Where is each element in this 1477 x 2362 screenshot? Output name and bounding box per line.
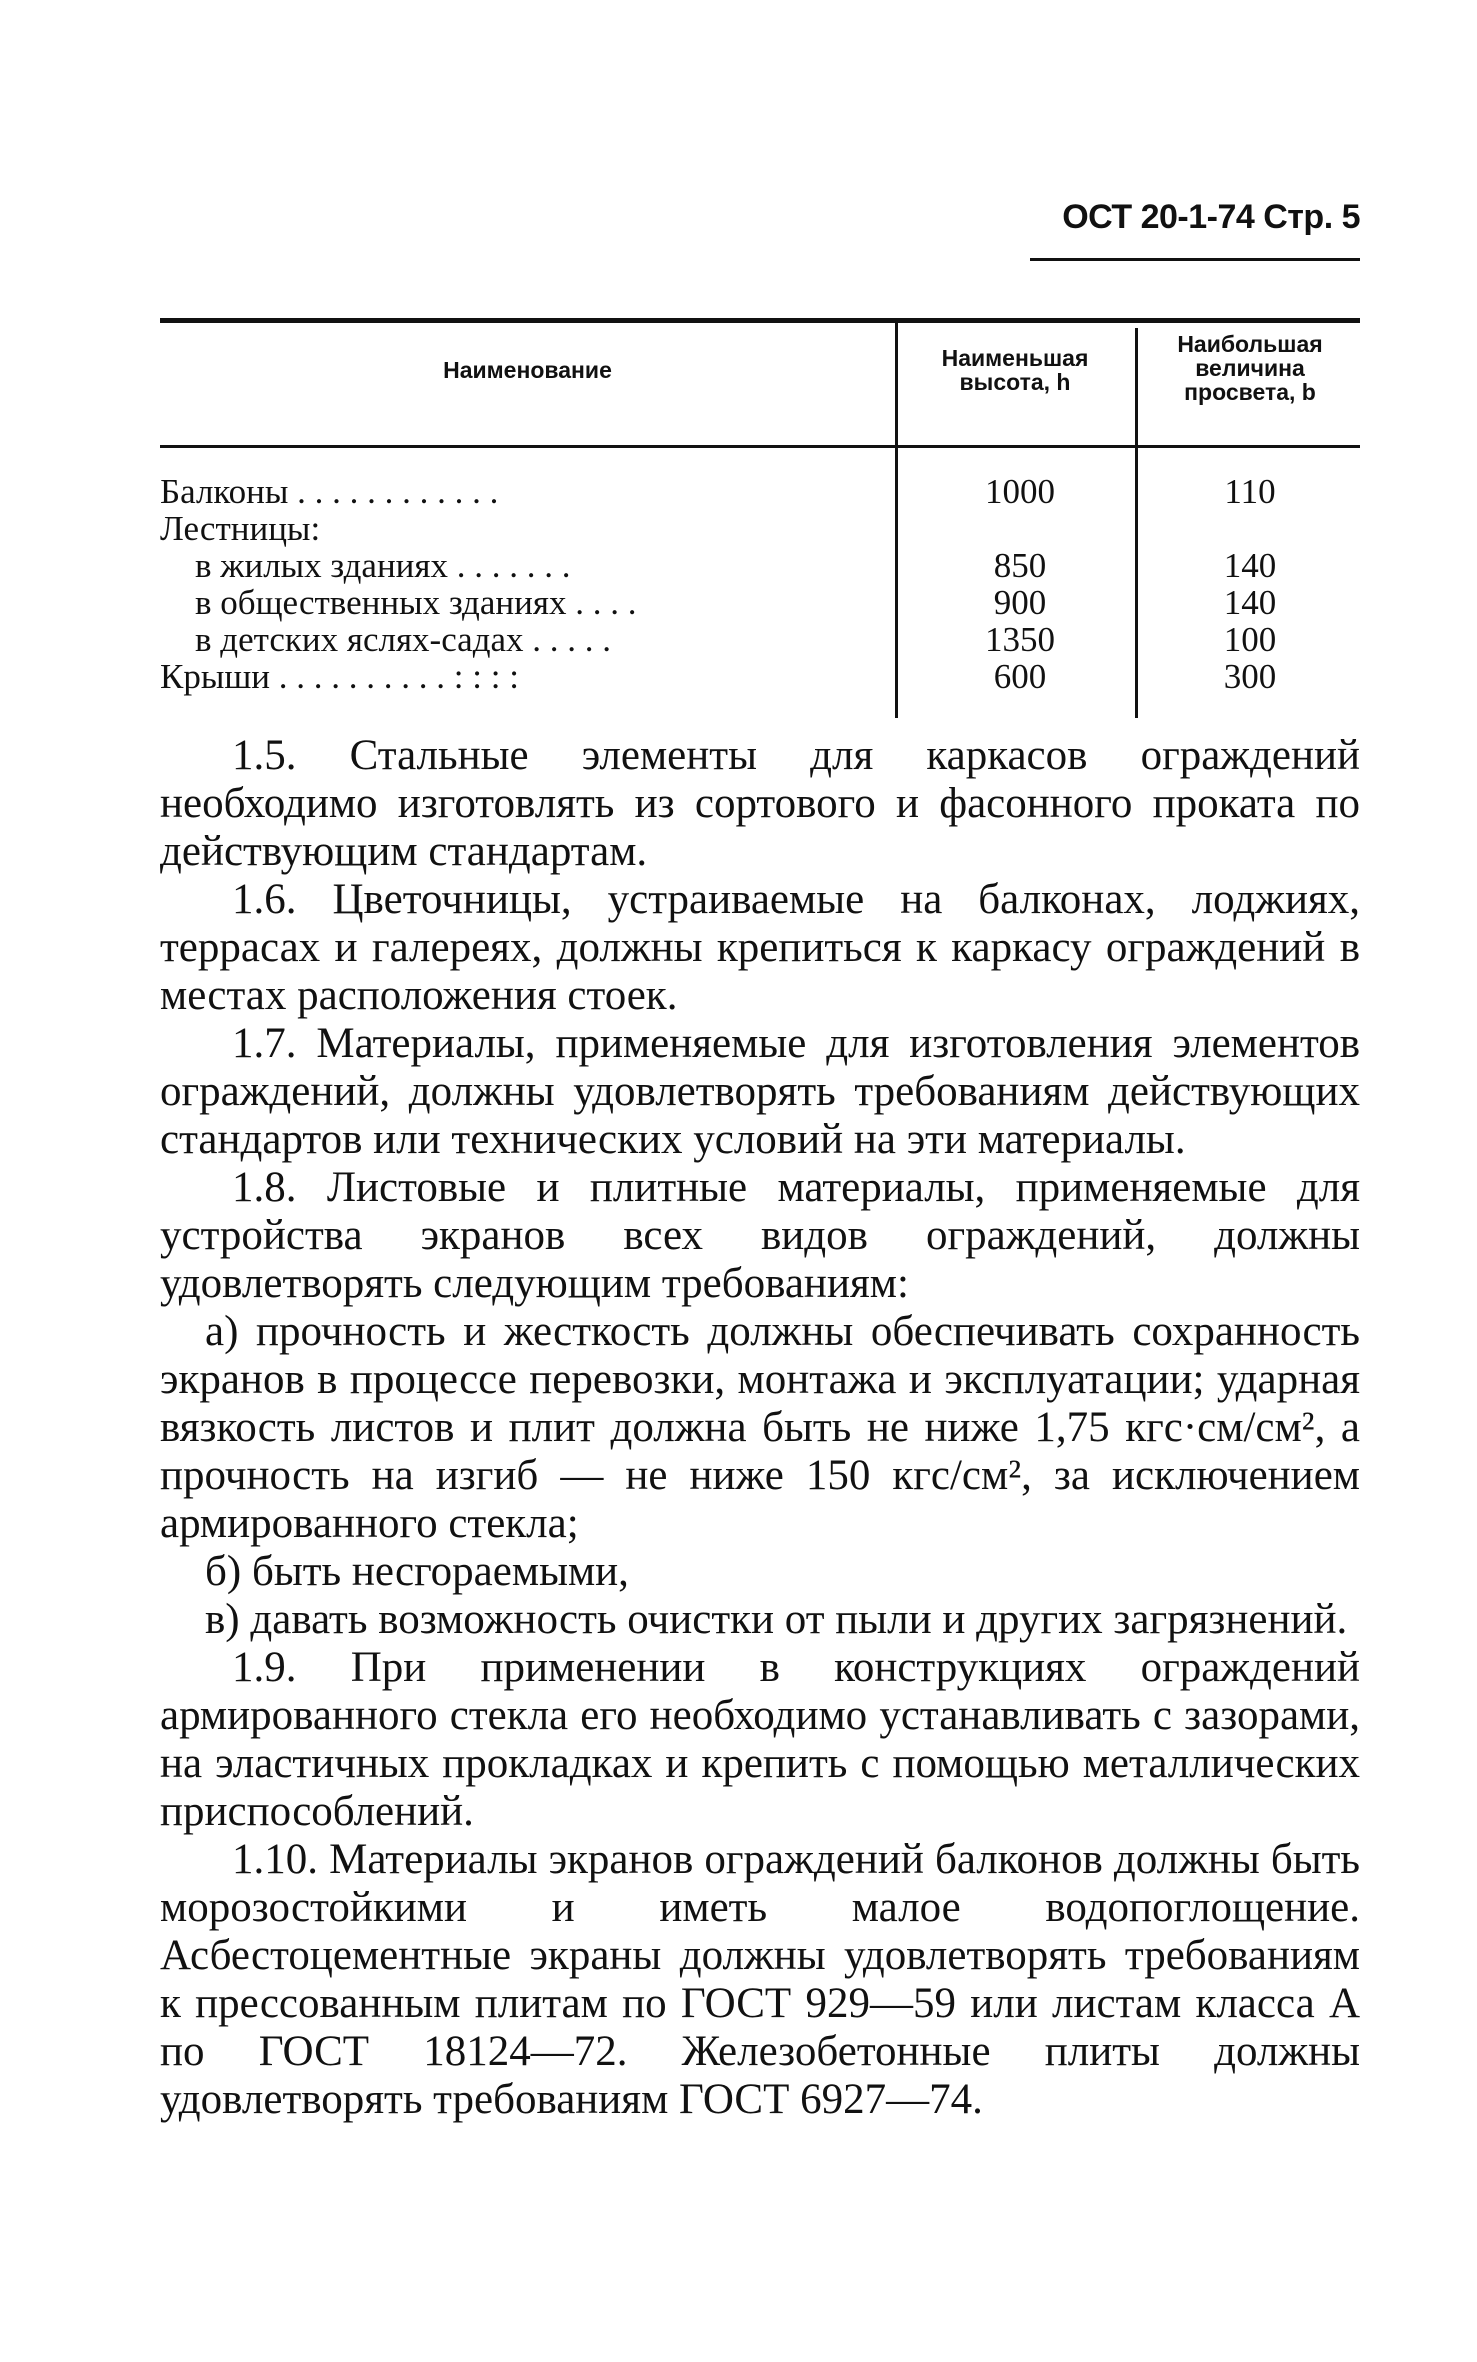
row-name: Лестницы:	[160, 509, 321, 548]
row-gap-value: 100	[1223, 620, 1277, 659]
paragraph-1-8: 1.8. Листовые и плитные материалы, применяемые для устройства экранов всех видов ограждений, должны удовлетворять следующим требованиям:	[160, 1164, 1360, 1307]
header-rule	[1030, 258, 1360, 261]
row-height-value: 900	[993, 583, 1047, 622]
row-name: Крыши . . . . . . . . . . : : : :	[160, 657, 519, 696]
table-column-divider	[895, 318, 898, 718]
requirements-table	[160, 318, 1360, 718]
document-body	[160, 732, 1360, 2124]
list-item-b: б) быть несгораемыми,	[205, 1548, 629, 1595]
table-header-rule	[160, 445, 1360, 448]
row-name: Балконы . . . . . . . . . . . .	[160, 472, 499, 511]
row-gap-value: 140	[1223, 546, 1277, 585]
table-column-divider	[1135, 328, 1138, 718]
row-height-value: 850	[993, 546, 1047, 585]
paragraph-1-5: 1.5. Стальные элементы для каркасов ограждений необходимо изготовлять из сортового и фасонного проката по действующим стандартам.	[160, 732, 1360, 875]
row-gap-value: 300	[1223, 657, 1277, 696]
row-height-value: 1350	[985, 620, 1055, 659]
row-name: в детских яслях-садах . . . . .	[160, 620, 612, 659]
row-name: в общественных зданиях . . . .	[160, 583, 637, 622]
row-gap-value: 140	[1223, 583, 1277, 622]
paragraph-1-10: 1.10. Материалы экранов ограждений балконов должны быть морозостойкими и иметь малое водопоглощение. Асбестоцементные экраны должны удовлетворять требованиям к прессованным плитам по ГОСТ 929—59 или листам класса А по ГОСТ 18124—72. Железобетонные плиты должны удовлетворять требованиям ГОСТ 6927—74.	[160, 1836, 1360, 2123]
list-item-c: в) давать возможность очистки от пыли и других загрязнений.	[205, 1596, 1348, 1643]
row-height-value: 600	[993, 657, 1047, 696]
paragraph-1-7: 1.7. Материалы, применяемые для изготовления элементов ограждений, должны удовлетворять требованиям действующих стандартов или технических условий на эти материалы.	[160, 1020, 1360, 1163]
row-height-value: 1000	[985, 472, 1055, 511]
column-header-height: Наименьшая высота, h	[941, 345, 1089, 395]
row-name: в жилых зданиях . . . . . . .	[160, 546, 571, 585]
list-item-a: а) прочность и жесткость должны обеспечивать сохранность экранов в процессе перевозки, монтажа и эксплуатации; ударная вязкость листов и плит должна быть не ниже 1,75 кгс·см/см², а прочность на изгиб — не ниже 150 кгс/см², за исключением армированного стекла;	[160, 1308, 1360, 1547]
paragraph-1-6: 1.6. Цветочницы, устраиваемые на балконах, лоджиях, террасах и галереях, должны крепиться к каркасу ограждений в местах расположения стоек.	[160, 876, 1360, 1019]
column-header-gap: Наибольшая величина просвета, b	[1177, 331, 1323, 405]
paragraph-1-9: 1.9. При применении в конструкциях ограждений армированного стекла его необходимо устанавливать с зазорами, на эластичных прокладках и крепить с помощью металлических приспособлений.	[160, 1644, 1360, 1835]
table-top-rule	[160, 318, 1360, 323]
column-header-name: Наименование	[443, 357, 612, 383]
page-header-code: ОСТ 20-1-74 Стр. 5	[1062, 198, 1360, 236]
row-gap-value: 110	[1224, 472, 1276, 511]
